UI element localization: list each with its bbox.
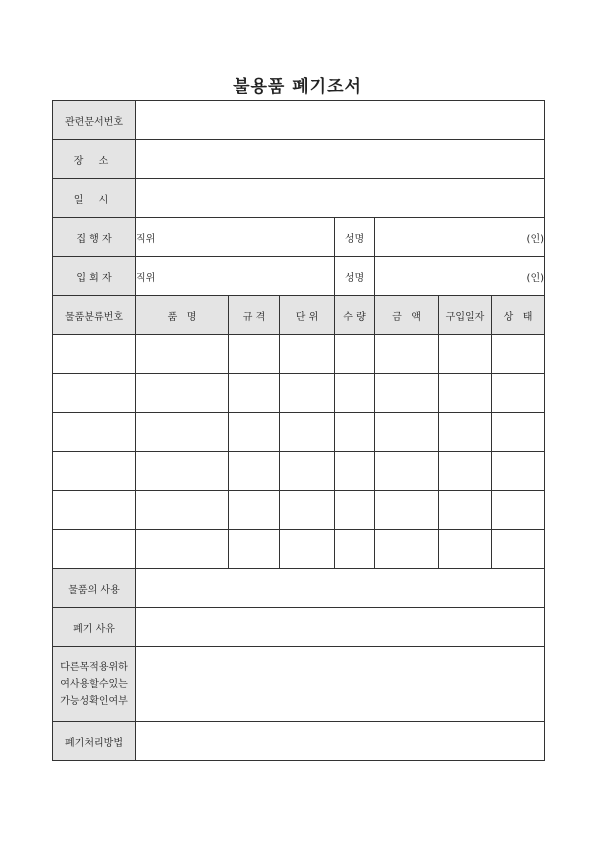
col-header-purchase-date: 구입일자 bbox=[439, 296, 492, 335]
cell[interactable] bbox=[136, 452, 229, 491]
field-doc-number[interactable] bbox=[136, 101, 545, 140]
row-doc-number bbox=[53, 101, 545, 140]
row-usage bbox=[53, 569, 545, 608]
witness-name-label: 성명 bbox=[335, 257, 375, 296]
cell[interactable] bbox=[335, 335, 375, 374]
cell[interactable] bbox=[492, 491, 545, 530]
cell[interactable] bbox=[492, 374, 545, 413]
cell[interactable] bbox=[492, 335, 545, 374]
label-doc-number: 관련문서번호 bbox=[53, 101, 136, 140]
item-row bbox=[53, 374, 545, 413]
cell[interactable] bbox=[280, 491, 335, 530]
cell[interactable] bbox=[439, 335, 492, 374]
cell[interactable] bbox=[229, 413, 280, 452]
cell[interactable] bbox=[229, 491, 280, 530]
cell[interactable] bbox=[53, 491, 136, 530]
cell[interactable] bbox=[136, 413, 229, 452]
cell[interactable] bbox=[136, 491, 229, 530]
row-other-use bbox=[53, 647, 545, 722]
field-usage[interactable] bbox=[136, 569, 545, 608]
disposal-form-table bbox=[52, 100, 545, 761]
cell[interactable] bbox=[335, 452, 375, 491]
executor-position[interactable]: 직위 bbox=[136, 218, 335, 257]
label-reason: 폐기 사유 bbox=[53, 608, 136, 647]
label-place: 장 소 bbox=[53, 140, 136, 179]
cell[interactable] bbox=[136, 335, 229, 374]
label-other-use: 다른목적용위하 여사용할수있는 가능성확인여부 bbox=[53, 647, 136, 722]
items-header-row bbox=[53, 296, 545, 335]
field-reason[interactable] bbox=[136, 608, 545, 647]
field-datetime[interactable] bbox=[136, 179, 545, 218]
cell[interactable] bbox=[492, 413, 545, 452]
row-executor bbox=[53, 218, 545, 257]
cell[interactable] bbox=[335, 413, 375, 452]
document-title: 불용품 폐기조서 bbox=[233, 77, 362, 97]
cell[interactable] bbox=[280, 335, 335, 374]
col-header-unit: 단 위 bbox=[280, 296, 335, 335]
cell[interactable] bbox=[439, 530, 492, 569]
cell[interactable] bbox=[280, 530, 335, 569]
cell[interactable] bbox=[280, 374, 335, 413]
field-other-use[interactable] bbox=[136, 647, 545, 722]
label-executor: 집 행 자 bbox=[53, 218, 136, 257]
label-method: 폐기처리방법 bbox=[53, 722, 136, 761]
item-row bbox=[53, 491, 545, 530]
col-header-amount: 금 액 bbox=[375, 296, 439, 335]
row-place bbox=[53, 140, 545, 179]
col-header-status: 상 태 bbox=[492, 296, 545, 335]
cell[interactable] bbox=[136, 374, 229, 413]
field-method[interactable] bbox=[136, 722, 545, 761]
cell[interactable] bbox=[229, 452, 280, 491]
row-reason bbox=[53, 608, 545, 647]
label-witness: 입 회 자 bbox=[53, 257, 136, 296]
cell[interactable] bbox=[53, 413, 136, 452]
executor-name-label: 성명 bbox=[335, 218, 375, 257]
cell[interactable] bbox=[439, 491, 492, 530]
cell[interactable] bbox=[335, 530, 375, 569]
cell[interactable] bbox=[335, 374, 375, 413]
cell[interactable] bbox=[53, 530, 136, 569]
executor-seal[interactable]: (인) bbox=[375, 218, 545, 257]
row-method bbox=[53, 722, 545, 761]
cell[interactable] bbox=[375, 452, 439, 491]
cell[interactable] bbox=[375, 530, 439, 569]
label-usage: 물품의 사용 bbox=[53, 569, 136, 608]
col-header-item-name: 품 명 bbox=[136, 296, 229, 335]
item-row bbox=[53, 335, 545, 374]
cell[interactable] bbox=[229, 374, 280, 413]
item-row bbox=[53, 530, 545, 569]
cell[interactable] bbox=[375, 335, 439, 374]
cell[interactable] bbox=[229, 530, 280, 569]
cell[interactable] bbox=[53, 374, 136, 413]
cell[interactable] bbox=[375, 374, 439, 413]
label-datetime: 일 시 bbox=[53, 179, 136, 218]
cell[interactable] bbox=[439, 452, 492, 491]
row-witness bbox=[53, 257, 545, 296]
cell[interactable] bbox=[280, 413, 335, 452]
cell[interactable] bbox=[136, 530, 229, 569]
cell[interactable] bbox=[375, 491, 439, 530]
col-header-quantity: 수 량 bbox=[335, 296, 375, 335]
item-row bbox=[53, 413, 545, 452]
cell[interactable] bbox=[492, 452, 545, 491]
cell[interactable] bbox=[375, 413, 439, 452]
cell[interactable] bbox=[335, 491, 375, 530]
cell[interactable] bbox=[53, 335, 136, 374]
col-header-spec: 규 격 bbox=[229, 296, 280, 335]
cell[interactable] bbox=[492, 530, 545, 569]
field-place[interactable] bbox=[136, 140, 545, 179]
cell[interactable] bbox=[439, 374, 492, 413]
item-row bbox=[53, 452, 545, 491]
cell[interactable] bbox=[280, 452, 335, 491]
cell[interactable] bbox=[53, 452, 136, 491]
col-header-classification: 물품분류번호 bbox=[53, 296, 136, 335]
witness-position[interactable]: 직위 bbox=[136, 257, 335, 296]
row-datetime bbox=[53, 179, 545, 218]
witness-seal[interactable]: (인) bbox=[375, 257, 545, 296]
cell[interactable] bbox=[439, 413, 492, 452]
cell[interactable] bbox=[229, 335, 280, 374]
